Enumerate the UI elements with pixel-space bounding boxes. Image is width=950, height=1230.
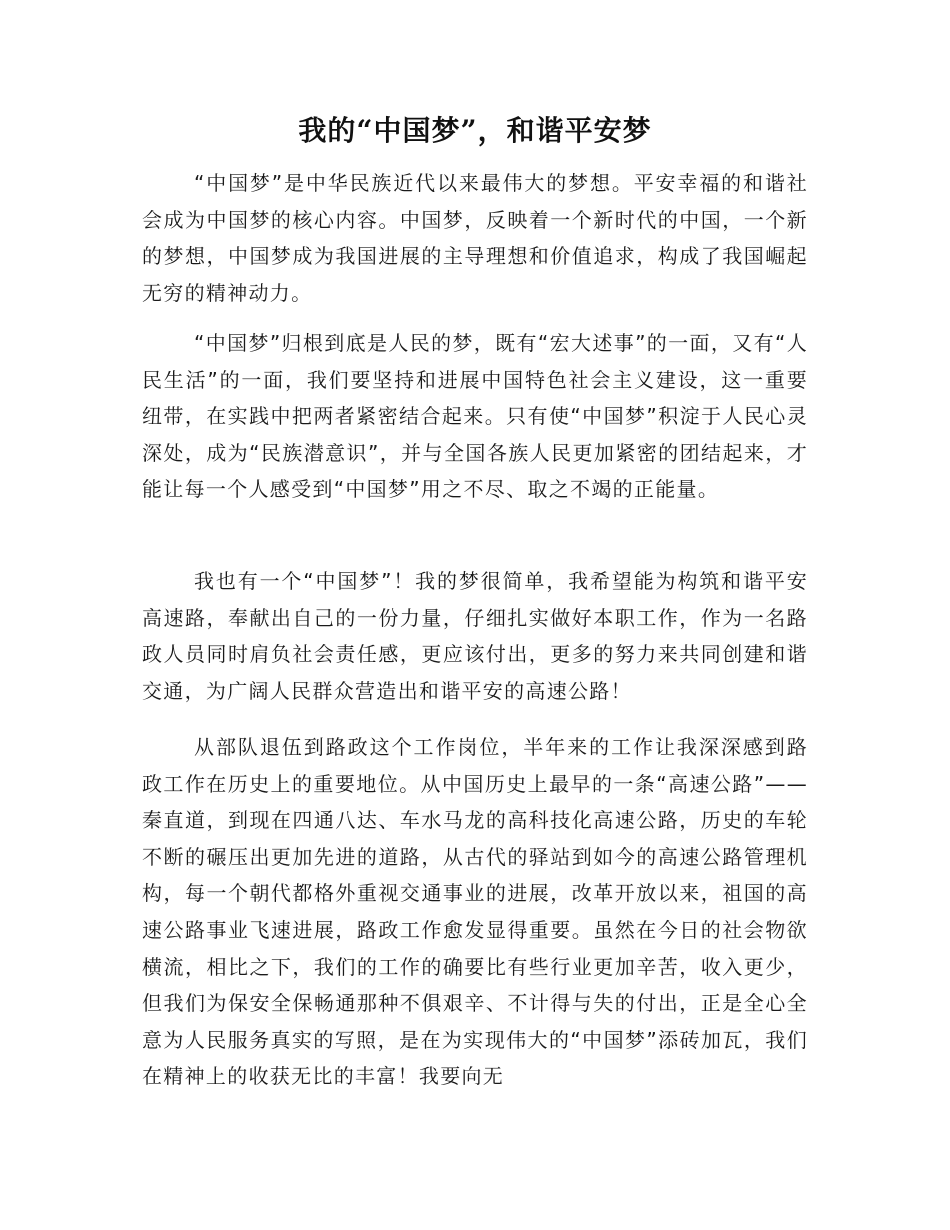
paragraph-3-container <box>142 563 808 723</box>
paragraph-1: “中国梦”是中华民族近代以来最伟大的梦想。平安幸福的和谐社会成为中国梦的核心内容。中国梦，反映着一个新时代的中国，一个新的梦想，中国梦成为我国进展的主导理想和价值追求，构成了我国崛起无穷的精神动力。 <box>142 171 808 305</box>
paragraph-1-container <box>142 165 808 325</box>
paragraph-4-container <box>142 729 808 1109</box>
paragraph-4: 从部队退伍到路政这个工作岗位，半年来的工作让我深深感到路政工作在历史上的重要地位。从中国历史上最早的一条“高速公路”—— 秦直道，到现在四通八达、车水马龙的高科技化高速公路，历史的车轮不断的碾压出更加先进的道路，从古代的驿站到如今的高速公路管理机构，每一个朝代都格外重视交通事业的进展，改革开放以来，祖国的高速公路事业飞速进展，路政工作愈发显得重要。虽然在今日的社会物欲横流，相比之下，我们的工作的确要比有些行业更加辛苦，收入更少，但我们为保安全保畅通那种不俱艰辛、不计得与失的付出，正是全心全意为人民服务真实的写照，是在为实现伟大的“中国梦”添砖加瓦，我们在精神上的收获无比的丰富！我要向无 <box>142 735 808 1089</box>
paragraph-2: “中国梦”归根到底是人民的梦，既有“宏大述事”的一面，又有“人民生活”的一面，我们要坚持和进展中国特色社会主义建设，这一重要纽带，在实践中把两者紧密结合起来。只有使“中国梦”积淀于人民心灵深处，成为“民族潜意识”，并与全国各族人民更加紧密的团结起来，才能让每一个人感受到“中国梦”用之不尽、取之不竭的正能量。 <box>142 331 808 502</box>
document-title: 我的“中国梦”，和谐平安梦 <box>298 114 652 147</box>
paragraph-2-container <box>142 325 808 522</box>
paragraph-3: 我也有一个“中国梦”！我的梦很简单，我希望能为构筑和谐平安高速路，奉献出自己的一份力量，仔细扎实做好本职工作，作为一名路政人员同时肩负社会责任感，更应该付出，更多的努力来共同创建和谐交通，为广阔人民群众营造出和谐平安的高速公路！ <box>142 569 808 703</box>
